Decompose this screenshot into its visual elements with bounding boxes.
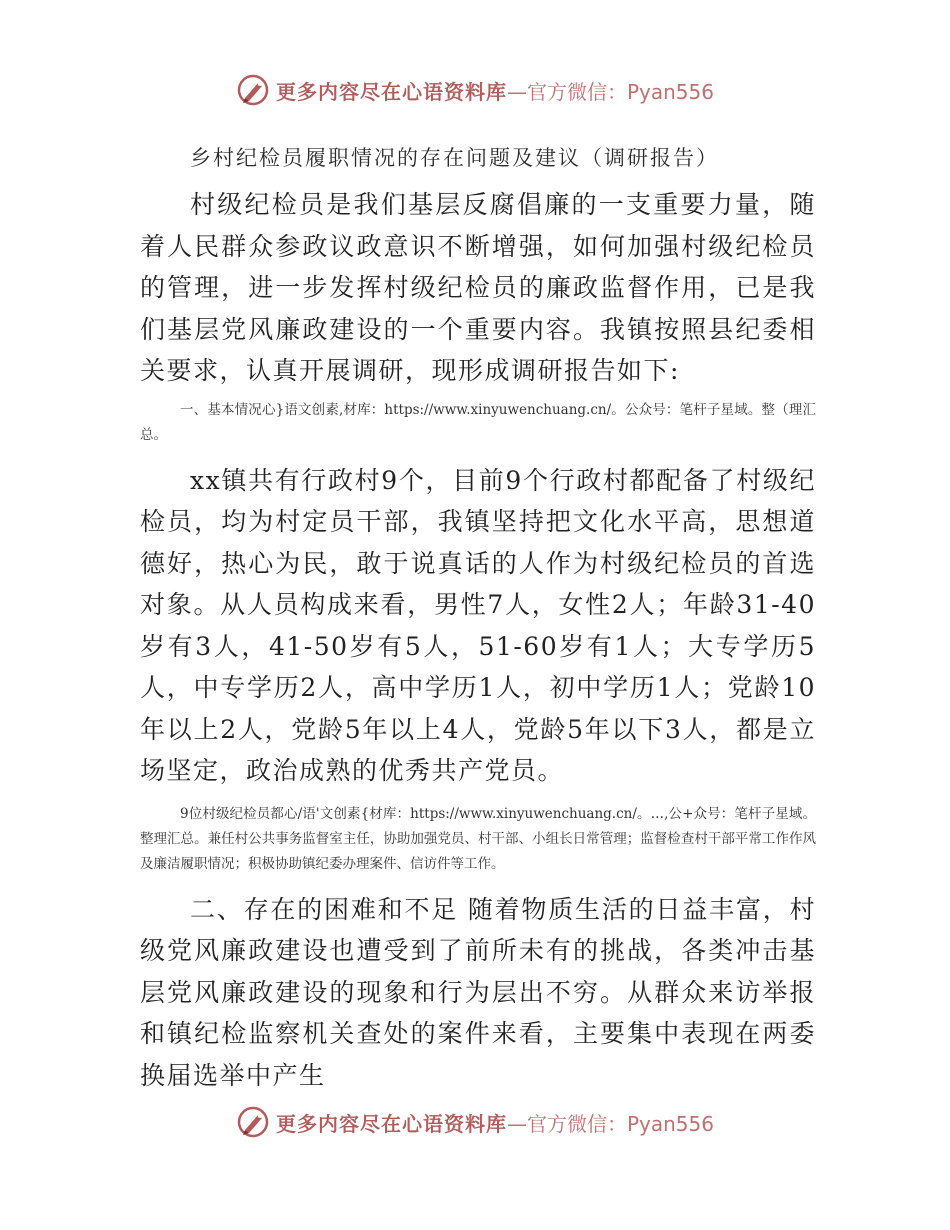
- header-banner: [0, 70, 950, 110]
- section-one-heading-note: 一、基本情况心}语文创素,材库：https://www.xinyuwenchuang.cn/。公众号：笔杆子星域。整（理汇总。: [140, 401, 816, 443]
- duties-note-paragraph: 9位村级纪检员都心/语'文创素{材库：https://www.xinyuwenchuang.cn/。…,公+众号：笔杆子星域。整理汇总。兼任村公共事务监督室主任，协助加强党员、村干部、小组长日常管理；监督检查村干部平常工作作风及廉洁履职情况；积极协助镇纪委办理案件、信访件等工作。: [140, 805, 816, 872]
- banner-wechat-text: —官方微信：Pyan556: [506, 79, 714, 104]
- pen-logo-icon: [236, 73, 270, 107]
- document-title: 乡村纪检员履职情况的存在问题及建议（调研报告）: [190, 146, 719, 170]
- banner-brand-text: 更多内容尽在心语资料库: [275, 1111, 507, 1136]
- intro-paragraph: 村级纪检员是我们基层反腐倡廉的一支重要力量，随着人民群众参政议政意识不断增强，如何加强村级纪检员的管理，进一步发挥村级纪检员的廉政监督作用，已是我们基层党风廉政建设的一个重要内容。我镇按照县纪委相关要求，认真开展调研，现形成调研报告如下:: [140, 190, 816, 385]
- banner-wechat-text: —官方微信：Pyan556: [506, 1111, 714, 1136]
- pen-logo-icon: [236, 1105, 270, 1139]
- footer-banner: [0, 1102, 950, 1142]
- document-body: [140, 138, 816, 1096]
- basic-situation-paragraph: xx镇共有行政村9个，目前9个行政村都配备了村级纪检员，均为村定员干部，我镇坚持把文化水平高，思想道德好，热心为民，敢于说真话的人作为村级纪检员的首选对象。从人员构成来看，男性7人，女性2人；年龄31-40岁有3人，41-50岁有5人，51-60岁有1人；大专学历5人，中专学历2人，高中学历1人，初中学历1人；党龄10年以上2人，党龄5年以上4人，党龄5年以下3人，都是立场坚定，政治成熟的优秀共产党员。: [140, 465, 816, 785]
- banner-brand-text: 更多内容尽在心语资料库: [275, 79, 507, 104]
- difficulties-paragraph: 二、存在的困难和不足 随着物质生活的日益丰富，村级党风廉政建设也遭受到了前所未有的挑战，各类冲击基层党风廉政建设的现象和行为层出不穷。从群众来访举报和镇纪检监察机关查处的案件来看，主要集中表现在两委换届选举中产生: [140, 894, 816, 1090]
